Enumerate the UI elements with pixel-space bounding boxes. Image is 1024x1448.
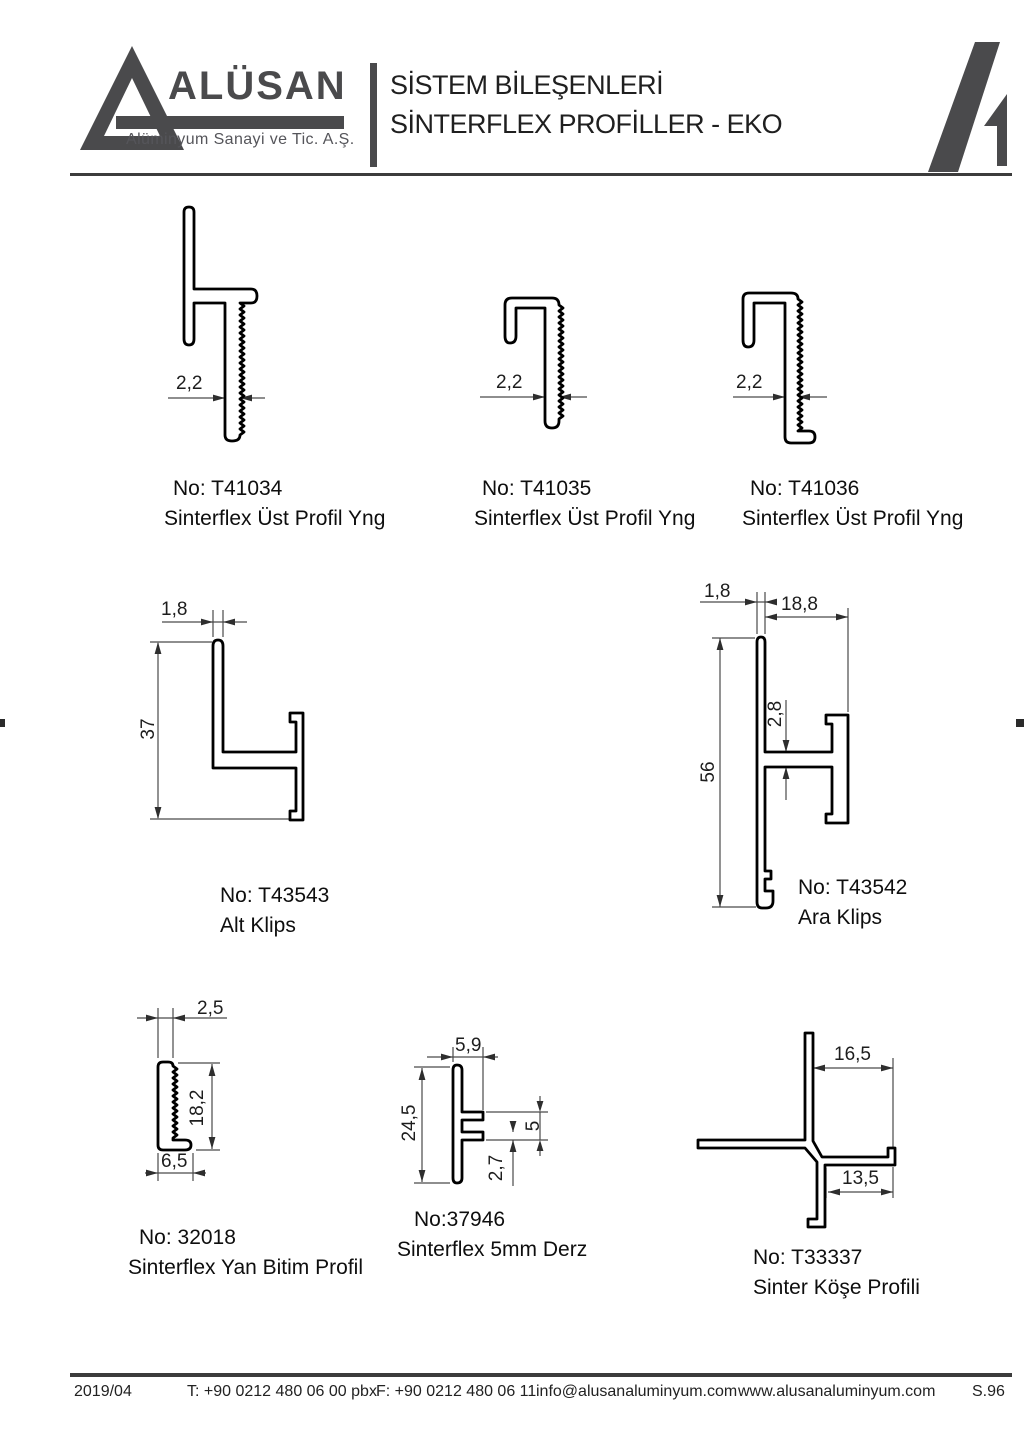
dim-t41034-width: 2,2 <box>176 373 203 394</box>
profile-drawing-t41036 <box>743 293 815 443</box>
dim-t43542-height: 56 <box>698 761 719 783</box>
footer-page-number: S.96 <box>972 1383 1005 1400</box>
profile-drawing-t43542 <box>757 637 848 908</box>
dim-37946-span: 5 <box>523 1120 544 1132</box>
footer-email: info@alusanaluminyum.com <box>536 1383 738 1400</box>
brand-subtitle: Alüminyum Sanayi ve Tic. A.Ş. <box>126 131 355 148</box>
footer-date: 2019/04 <box>74 1383 132 1400</box>
profile-no-37946: No:37946 <box>414 1208 506 1231</box>
profile-drawing-t43543 <box>213 640 303 820</box>
left-edge-mark <box>0 719 5 727</box>
profile-no-t33337: No: T33337 <box>753 1246 863 1269</box>
profile-name-37946: Sinterflex 5mm Derz <box>397 1238 588 1261</box>
profile-no-t41036: No: T41036 <box>750 477 860 500</box>
profile-name-t43542: Ara Klips <box>798 906 883 929</box>
profile-no-t43543: No: T43543 <box>220 884 330 907</box>
dim-t33337-top: 16,5 <box>834 1044 871 1065</box>
dim-32018-foot: 6,5 <box>161 1151 188 1172</box>
footer-rule <box>70 1373 1012 1377</box>
dim-t43543-height: 37 <box>138 718 159 740</box>
dim-t43542-width: 1,8 <box>704 581 731 602</box>
dim-37946-top: 5,9 <box>455 1035 482 1056</box>
page-title-line2: SİNTERFLEX PROFİLLER - EKO <box>390 109 783 139</box>
dim-t33337-bottom: 13,5 <box>842 1168 879 1189</box>
profile-name-t33337: Sinter Köşe Profili <box>753 1276 920 1299</box>
profile-name-t41034: Sinterflex Üst Profil Yng <box>164 507 386 530</box>
profile-name-t43543: Alt Klips <box>220 914 296 937</box>
page-title-line1: SİSTEM BİLEŞENLERİ <box>390 70 664 100</box>
dim-37946-height: 24,5 <box>399 1104 420 1142</box>
profile-no-t43542: No: T43542 <box>798 876 908 899</box>
dim-t41036-width: 2,2 <box>736 372 763 393</box>
dim-32018-width: 2,5 <box>197 998 224 1019</box>
footer-fax: F: +90 0212 480 06 11 <box>376 1383 537 1400</box>
footer-website: www.alusanaluminyum.com <box>738 1383 936 1400</box>
brand-wordmark: ALÜSAN <box>168 64 347 108</box>
profile-name-t41035: Sinterflex Üst Profil Yng <box>474 507 696 530</box>
profile-name-32018: Sinterflex Yan Bitim Profil <box>128 1256 363 1279</box>
dim-37946-arm: 2,7 <box>486 1154 507 1182</box>
right-edge-mark <box>1016 719 1024 727</box>
profile-drawing-t41035 <box>505 298 563 428</box>
profile-no-t41035: No: T41035 <box>482 477 592 500</box>
dim-32018-height: 18,2 <box>187 1089 208 1127</box>
footer-phone: T: +90 0212 480 06 00 pbx <box>187 1383 377 1400</box>
profile-drawing-t41034 <box>184 207 257 441</box>
dim-t43542-offset: 18,8 <box>781 594 818 615</box>
dim-t41035-width: 2,2 <box>496 372 523 393</box>
profile-no-32018: No: 32018 <box>139 1226 236 1249</box>
dim-t43543-width: 1,8 <box>161 599 188 620</box>
profile-drawing-37946 <box>453 1065 483 1183</box>
dim-t43542-arm: 2,8 <box>765 700 786 728</box>
profile-name-t41036: Sinterflex Üst Profil Yng <box>742 507 964 530</box>
profile-no-t41034: No: T41034 <box>173 477 283 500</box>
